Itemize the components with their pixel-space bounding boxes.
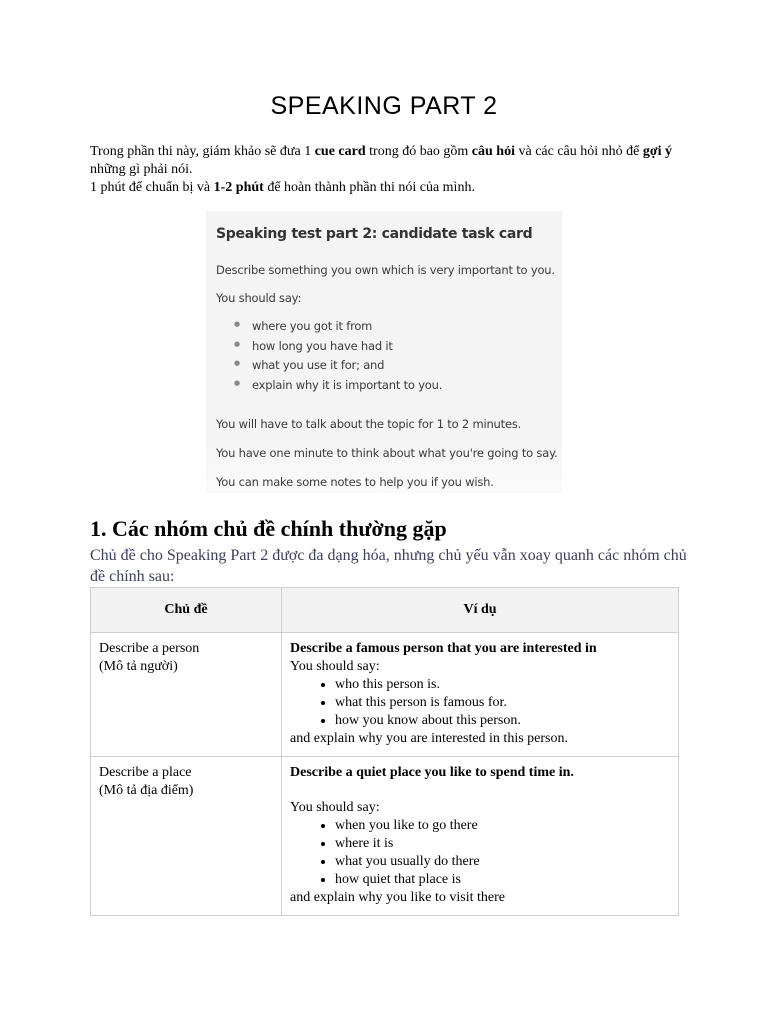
- cue-card-bullet-list: [234, 319, 442, 397]
- example-bullet-list: [290, 676, 670, 730]
- example-closing: and explain why you are interested in this person.: [290, 731, 568, 746]
- cue-card-should-say: You should say:: [216, 291, 302, 305]
- cue-card-image: [206, 211, 562, 493]
- cue-card-note: You will have to talk about the topic for 1 to 2 minutes.: [216, 417, 522, 431]
- intro-line-1: [90, 143, 690, 179]
- topic-name-vi: (Mô tả địa điểm): [99, 783, 194, 798]
- example-bullet: • what you usually do there: [335, 853, 670, 871]
- example-title: Describe a famous person that you are interested in: [290, 641, 597, 656]
- example-bullet: • where it is: [335, 835, 670, 853]
- example-bullet-list: [290, 817, 670, 889]
- topic-name: Describe a person: [99, 641, 200, 656]
- table-row: [91, 633, 679, 757]
- section-lead: Chủ đề cho Speaking Part 2 được đa dạng hóa, nhưng chủ yếu vẫn xoay quanh các nhóm chủ đề chính sau:: [90, 547, 687, 585]
- intro-segment: trong đó bao gồm: [365, 144, 472, 159]
- intro-bold-time: 1-2 phút: [213, 180, 264, 195]
- example-bullet: • who this person is.: [335, 676, 670, 694]
- topic-name: Describe a place: [99, 765, 192, 780]
- example-should-say: You should say:: [290, 800, 380, 815]
- example-cell: [282, 633, 679, 757]
- example-bullet: • when you like to go there: [335, 817, 670, 835]
- example-bullet: • how you know about this person.: [335, 712, 670, 730]
- intro-segment: những gì phải nói.: [90, 162, 193, 177]
- example-should-say: You should say:: [290, 659, 380, 674]
- page-title: SPEAKING PART 2: [270, 92, 498, 120]
- intro-segment: và các câu hỏi nhỏ để: [514, 144, 643, 159]
- intro-bold-cau-hoi: câu hỏi: [471, 144, 515, 159]
- table-row: [91, 757, 679, 916]
- intro-segment: Trong phần thi này, giám khảo sẽ đưa 1: [90, 144, 315, 159]
- cue-card-bullet: ● where you got it from: [234, 319, 442, 339]
- topic-name-vi: (Mô tả người): [99, 659, 178, 674]
- spacer: [290, 782, 670, 799]
- cue-card-note: You can make some notes to help you if you wish.: [216, 475, 494, 489]
- topics-table: [90, 587, 679, 916]
- cue-card-bullet: ● explain why it is important to you.: [234, 378, 442, 398]
- topic-cell: [91, 633, 282, 757]
- example-cell: [282, 757, 679, 916]
- example-closing: and explain why you like to visit there: [290, 890, 506, 905]
- example-title: Describe a quiet place you like to spend time in.: [290, 765, 574, 780]
- table-header-row: [91, 588, 679, 633]
- intro-segment: 1 phút để chuẩn bị và: [90, 180, 214, 195]
- table-header-example: Ví dụ: [282, 588, 679, 633]
- topic-cell: [91, 757, 282, 916]
- intro-text: [90, 143, 690, 197]
- cue-card-note: You have one minute to think about what you're going to say.: [216, 446, 558, 460]
- intro-bold-cue-card: cue card: [314, 144, 366, 159]
- example-bullet: • what this person is famous for.: [335, 694, 670, 712]
- section-heading: 1. Các nhóm chủ đề chính thường gặp: [90, 516, 447, 541]
- example-bullet: • how quiet that place is: [335, 871, 670, 889]
- cue-card-bullet: ● what you use it for; and: [234, 358, 442, 378]
- cue-card-prompt: Describe something you own which is very important to you.: [216, 263, 555, 277]
- table-header-topic: Chủ đề: [91, 588, 282, 633]
- cue-card-bullet: ● how long you have had it: [234, 339, 442, 359]
- intro-bold-goi-y: gợi ý: [642, 144, 673, 159]
- intro-segment: để hoàn thành phần thi nói của mình.: [263, 180, 475, 195]
- intro-line-2: [90, 179, 690, 197]
- cue-card-title: Speaking test part 2: candidate task card: [216, 226, 533, 242]
